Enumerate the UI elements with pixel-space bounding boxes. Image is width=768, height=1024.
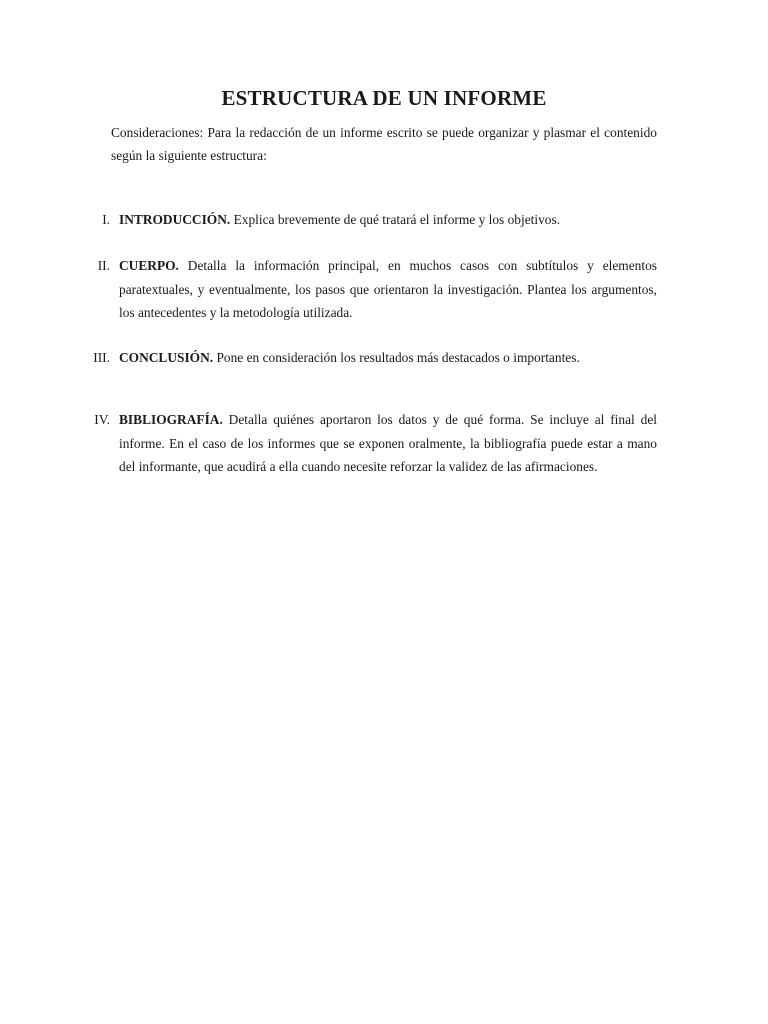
section-text: Explica brevemente de qué tratará el informe y los objetivos. xyxy=(230,212,561,227)
section-text: Detalla la información principal, en muchos casos con subtítulos y elementos paratextuales, y eventualmente, los pasos que orientaron la investigación. Plantea los argumentos, los antecedentes y la metodología utilizada. xyxy=(119,258,657,320)
section-body xyxy=(119,408,657,479)
section-body xyxy=(119,208,657,232)
section-conclusion xyxy=(80,346,657,370)
section-term: CONCLUSIÓN. xyxy=(119,350,214,365)
section-term: CUERPO. xyxy=(119,258,179,273)
section-bibliografia xyxy=(80,408,657,479)
section-term: INTRODUCCIÓN. xyxy=(119,212,231,227)
section-term: BIBLIOGRAFÍA. xyxy=(119,412,223,427)
section-body xyxy=(119,254,657,325)
section-numeral: II. xyxy=(97,258,110,273)
section-cuerpo xyxy=(80,254,657,325)
intro-paragraph: Consideraciones: Para la redacción de un informe escrito se puede organizar y plasmar el contenido según la siguiente estructura: xyxy=(111,125,657,163)
document-title: ESTRUCTURA DE UN INFORME xyxy=(221,86,547,110)
section-introduccion xyxy=(80,208,657,232)
section-numeral: I. xyxy=(102,212,110,227)
section-text: Pone en consideración los resultados más destacados o importantes. xyxy=(213,350,580,365)
section-numeral: IV. xyxy=(94,412,110,427)
section-text: Detalla quiénes aportaron los datos y de qué forma. Se incluye al final del informe. En el caso de los informes que se exponen oralmente, la bibliografía puede estar a mano del informante, que acudirá a ella cuando necesite reforzar la validez de las afirmaciones. xyxy=(119,412,657,474)
section-numeral: III. xyxy=(93,350,110,365)
section-body xyxy=(119,346,657,370)
